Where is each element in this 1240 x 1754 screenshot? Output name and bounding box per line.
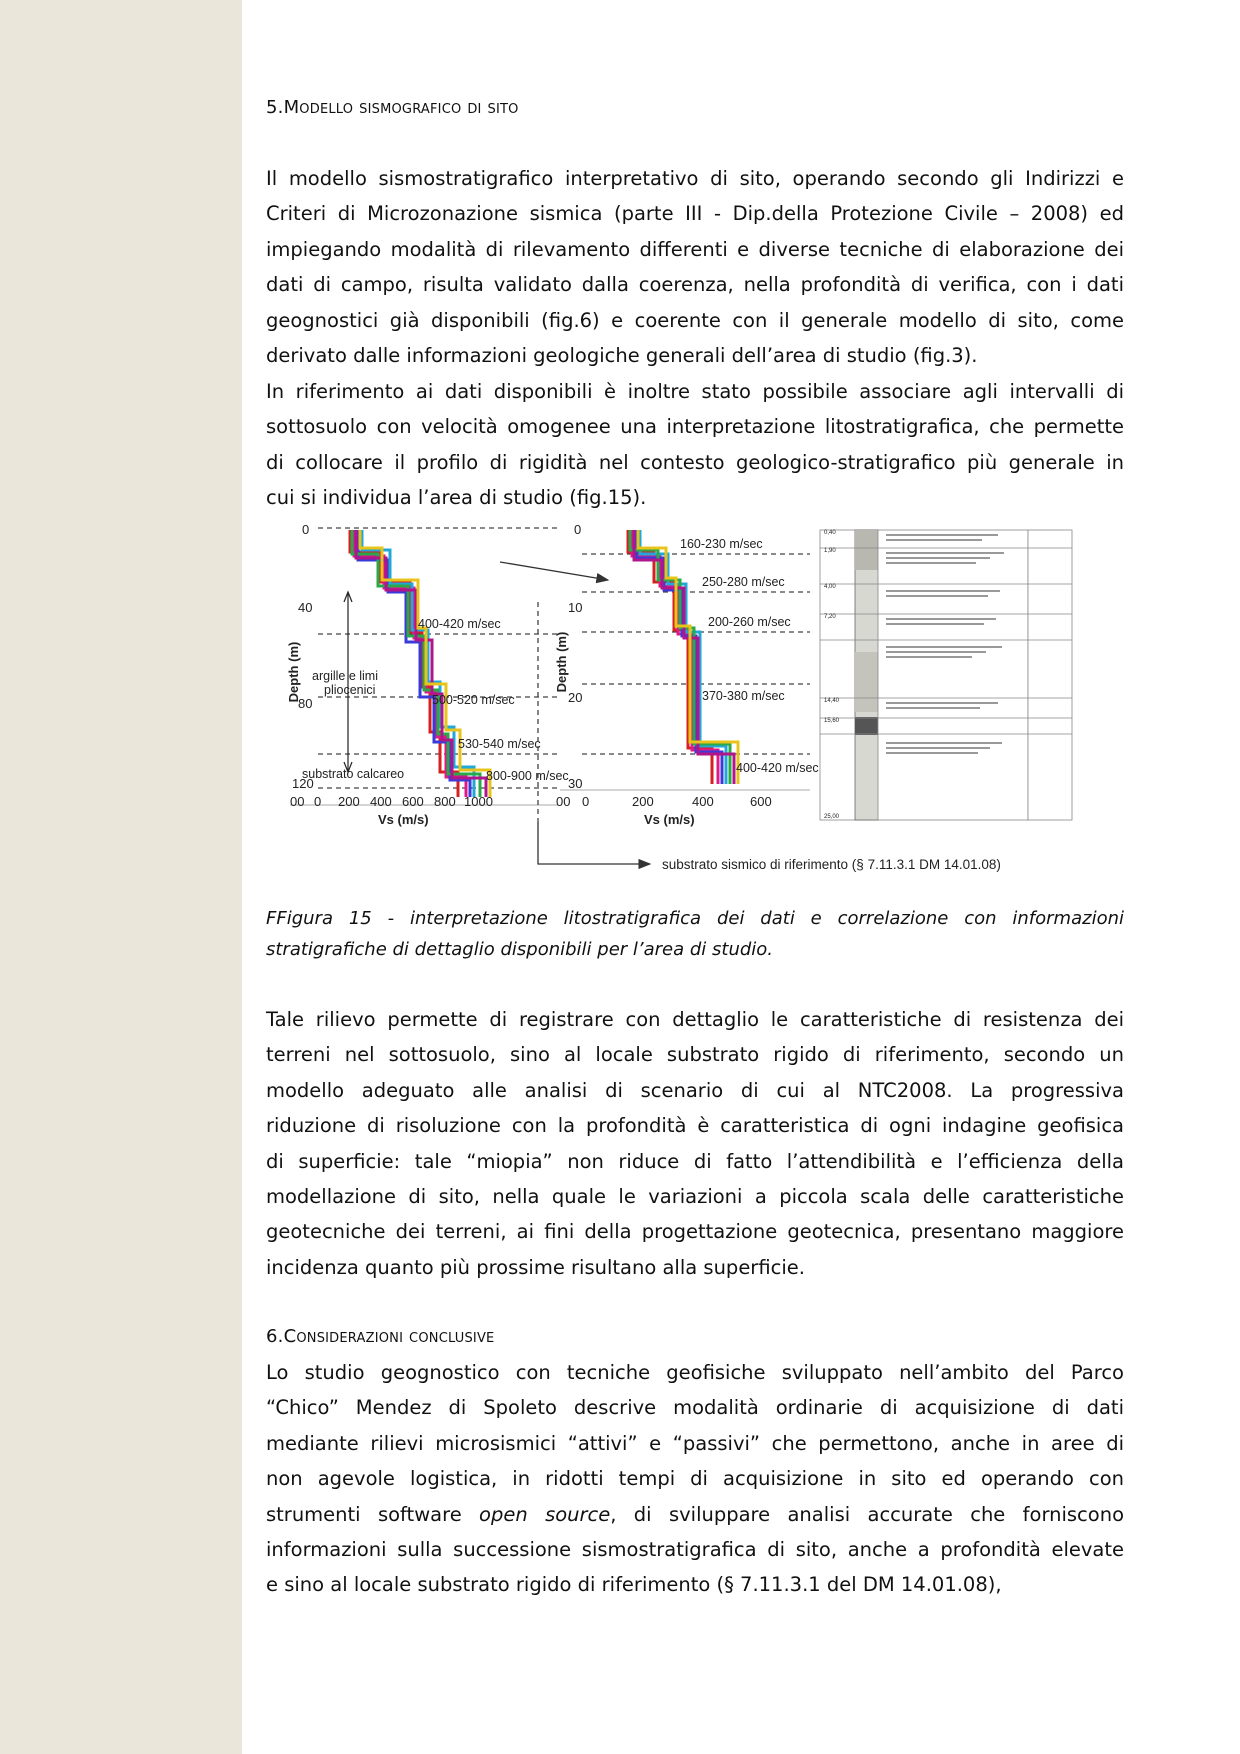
connector-arrow [500,562,608,580]
log-depth-label: 1,90 [824,548,836,554]
text-line: non agevole logistica, in ridotti tempi di acquisizione in sito ed operando con [266,1467,1124,1491]
text-line: e sino al locale substrato rigido di riferimento (§ 7.11.3.1 del DM 14.01.08), [266,1573,1002,1597]
velocity-annotation: 400-420 m/sec [418,617,501,631]
figure-caption [266,903,1124,965]
text-line: di superficie: tale “miopia” non riduce di fatto l’attendibilità e l’efficienza della [266,1149,1124,1173]
log-depth-label: 25,00 [824,814,840,820]
text-placeholder [886,539,982,541]
left-xtick: 0 [314,794,322,809]
vs-profile-line [350,530,458,797]
text-line: riduzione di risoluzione con la profondità è caratteristica di ogni indagine geofisica [266,1114,1124,1138]
text-line: Criteri di Microzonazione sismica (parte III - Dip.della Protezione Civile – 2008) ed [266,202,1124,226]
right-xtick: 600 [750,794,772,809]
figure-15 [286,522,1148,882]
text-line: sottosuolo con velocità omogenee una interpretazione litostratigrafica, che permette [266,415,1124,439]
lithology-annotation: argille e limi [312,669,378,683]
right-velocity-panel [538,522,819,827]
left-xtick: 00 [290,794,305,809]
text-line [266,1497,1124,1532]
text-placeholder [886,747,990,749]
left-xtick: 400 [370,794,392,809]
log-description-column [878,530,1028,820]
log-depth-label: 4,00 [824,584,836,590]
velocity-annotation: 160-230 m/sec [680,537,763,551]
open-source-term: open source [479,1502,611,1526]
text-placeholder [886,595,988,597]
text-line: dati di campo, risulta validato dalla coerenza, nella profondità di verifica, con i dati [266,273,1124,297]
right-xtick: 400 [692,794,714,809]
left-ytick: 40 [298,600,313,615]
velocity-annotation: 500-520 m/sec [432,693,515,707]
text-line: Tale rilievo permette di registrare con dettaglio le caratteristiche di resistenza dei [266,1008,1124,1031]
left-velocity-panel [286,522,569,827]
text-placeholder [886,618,996,620]
right-xtick: 0 [582,794,590,809]
paragraph-1 [266,161,1124,373]
right-vs-profiles [628,530,738,784]
text-placeholder [886,651,986,653]
left-xtick: 1000 [464,794,493,809]
velocity-annotation: 370-380 m/sec [702,689,785,703]
text-line: “Chico” Mendez di Spoleto descrive modalità ordinarie di acquisizione di dati [266,1396,1124,1420]
text-line: Lo studio geognostico con tecniche geofisiche sviluppato nell’ambito del Parco [266,1361,1124,1384]
text-line: Il modello sismostratigrafico interpretativo di sito, operando secondo gli Indirizzi e [266,167,1124,190]
right-ytick: 0 [574,522,582,537]
right-ytick: 20 [568,690,583,705]
section-6-heading: 6.Considerazioni conclusive [266,1326,495,1347]
velocity-annotation: 250-280 m/sec [702,575,785,589]
text-line: informazioni sulla successione sismostratigrafica di sito, anche a profondità elevate [266,1538,1124,1562]
velocity-annotation: 400-420 m/sec [736,761,819,775]
right-ytick: 30 [568,776,583,791]
paragraph-2 [266,374,1124,516]
text-placeholder [886,752,978,754]
right-xtick: 200 [632,794,654,809]
lithology-annotation: pliocenici [324,683,376,697]
caption-line: stratigrafiche di dettaglio disponibili per l’area di studio. [266,939,774,960]
log-depth-label: 7,20 [824,614,836,620]
core-section [855,530,879,570]
paragraph-4 [266,1355,1124,1603]
core-section [855,717,879,735]
caption-line: FFigura 15 - interpretazione litostratigrafica dei dati e correlazione con informazioni [266,908,1124,929]
text-fragment: strumenti software [266,1502,480,1526]
text-fragment: , di sviluppare analisi accurate che forniscono [610,1502,1125,1526]
log-depth-label: 14,40 [824,698,840,704]
text-line: derivato dalle informazioni geologiche generali dell’area di studio (fig.3). [266,344,978,368]
page-margin-band [0,0,242,1754]
text-line: terreni nel sottosuolo, sino al locale substrato rigido di riferimento, secondo un [266,1043,1124,1067]
figure-15-graphic [286,522,1148,882]
lithology-annotation: substrato calcareo [302,767,405,781]
velocity-annotation: 200-260 m/sec [708,615,791,629]
reference-arrow [538,822,650,864]
text-placeholder [886,646,1002,648]
left-xtick: 200 [338,794,360,809]
right-ylabel: Depth (m) [554,631,569,693]
text-placeholder [886,534,998,536]
stratigraphic-log [820,530,1072,820]
velocity-annotation: 800-900 m/sec [486,769,569,783]
text-placeholder [886,590,1000,592]
log-depth-label: 15,60 [824,718,840,724]
core-section [855,652,879,712]
right-ytick: 10 [568,600,583,615]
left-xlabel: Vs (m/s) [378,812,429,827]
text-line: In riferimento ai dati disponibili è inoltre stato possibile associare agli intervalli di [266,380,1124,403]
left-vs-profiles [350,530,490,797]
text-line: cui si individua l’area di studio (fig.15). [266,486,647,510]
text-line: modello adeguato alle analisi di scenario di cui al NTC2008. La progressiva [266,1078,1124,1102]
text-line: geotecniche dei terreni, ai fini della progettazione geotecnica, presentano maggiore [266,1220,1124,1244]
text-line: geognostici già disponibili (fig.6) e coerente con il generale modello di sito, come [266,308,1124,332]
text-placeholder [886,742,1002,744]
text-placeholder [886,656,972,658]
left-ylabel: Depth (m) [286,641,301,703]
text-line: incidenza quanto più prossime risultano alla superficie. [266,1255,805,1279]
text-line: mediante rilievi microsismici “attivi” e “passivi” che permettono, anche in aree di [266,1431,1124,1455]
text-line: impiegando modalità di rilevamento differenti e diverse tecniche di elaborazione dei [266,237,1124,261]
left-xtick: 800 [434,794,456,809]
reference-label: substrato sismico di riferimento (§ 7.11.3.1 DM 14.01.08) [662,857,1001,872]
text-line: di collocare il profilo di rigidità nel contesto geologico-stratigrafico più generale in [266,450,1124,474]
log-depth-label: 0,40 [824,530,836,536]
text-placeholder [886,623,984,625]
left-ytick: 120 [292,776,314,791]
paragraph-3 [266,1002,1124,1285]
left-xtick: 600 [402,794,424,809]
left-ytick: 0 [302,522,310,537]
right-xtick: 00 [556,794,571,809]
section-5-heading: 5.Modello sismografico di sito [266,97,519,118]
text-placeholder [886,552,1004,554]
left-ytick: 80 [298,696,313,711]
text-placeholder [886,557,990,559]
text-placeholder [886,707,980,709]
text-placeholder [886,702,998,704]
right-xlabel: Vs (m/s) [644,812,695,827]
text-placeholder [886,562,976,564]
log-notes-column [1028,530,1072,820]
velocity-annotation: 530-540 m/sec [458,737,541,751]
text-line: modellazione di sito, nella quale le variazioni a piccola scala delle caratteristiche [266,1185,1124,1209]
